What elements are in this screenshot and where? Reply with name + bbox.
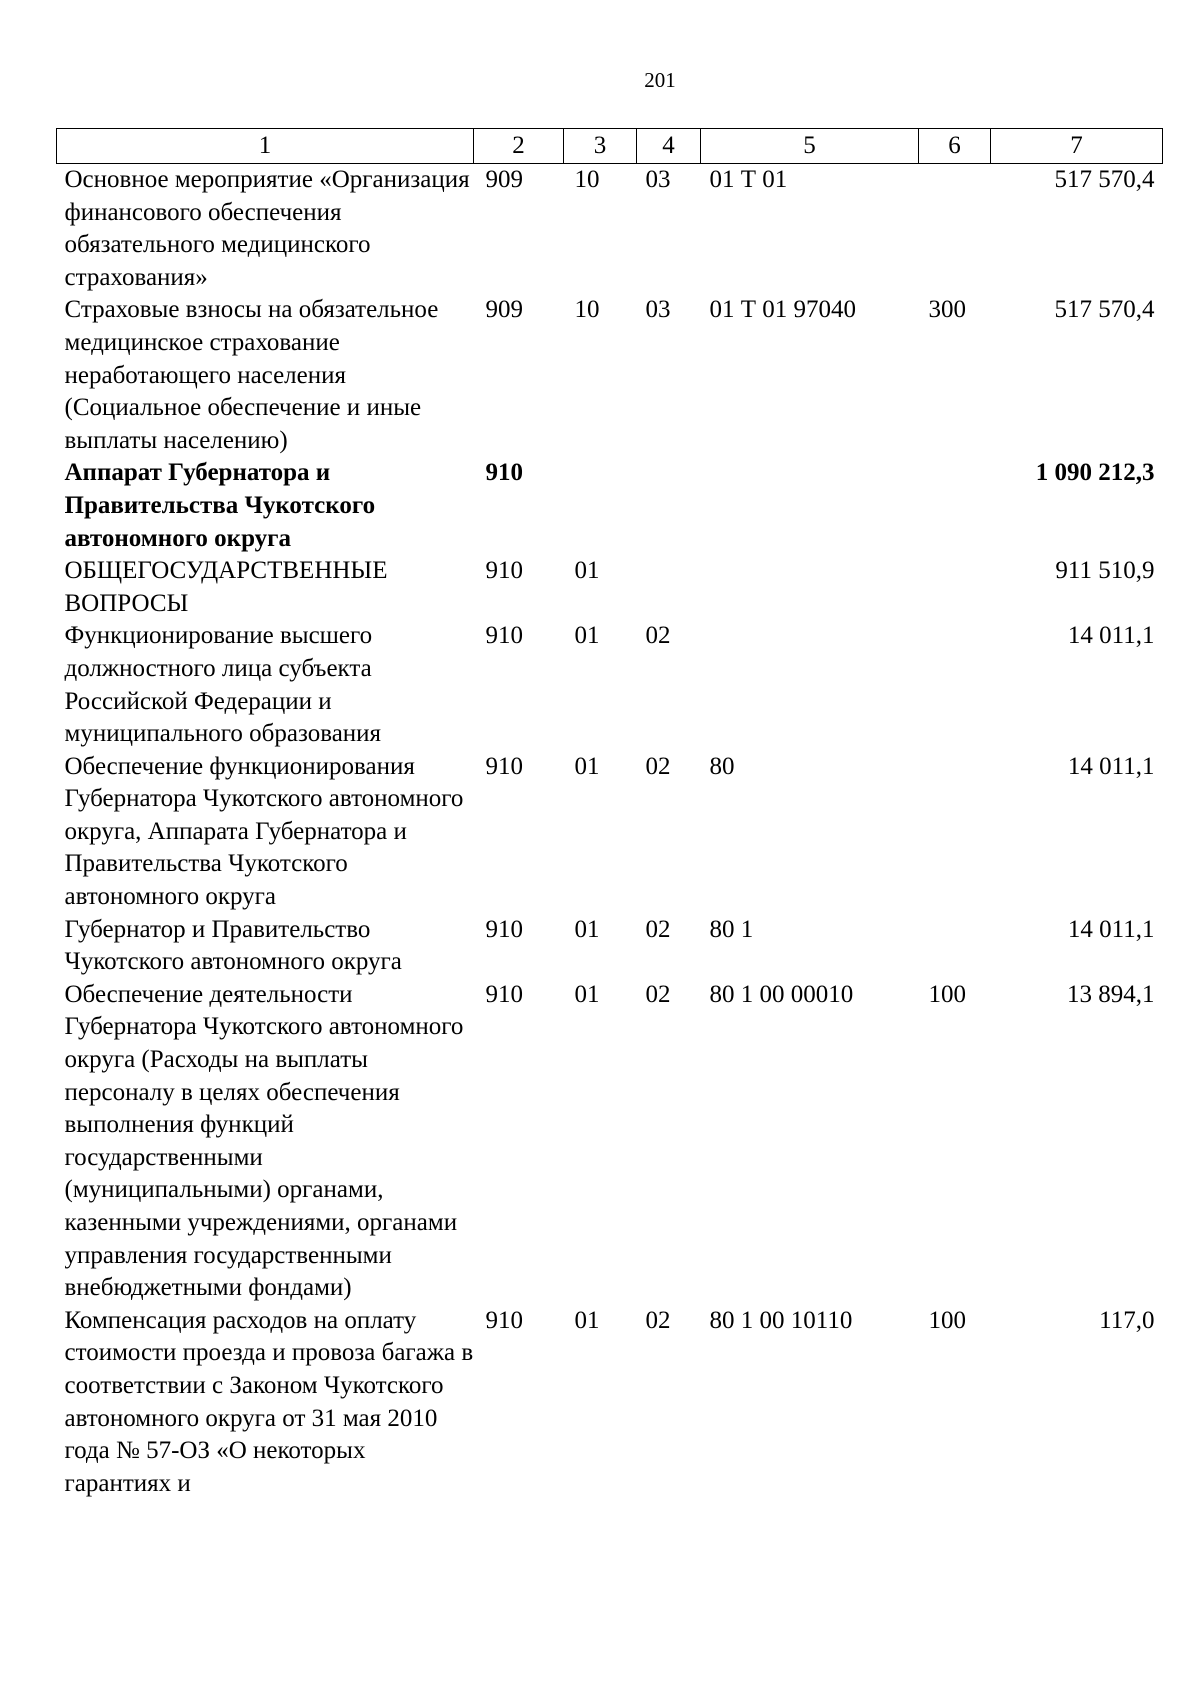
row-name: Страховые взносы на обязательное медицинское страхование неработающего населения (Социальное обеспечение и иные выплаты населению) (64, 296, 439, 454)
expense-type-code (919, 555, 991, 620)
subsection-code: 02 (645, 915, 671, 943)
column-header-2: 2 (474, 129, 564, 164)
section-code: 10 (574, 166, 600, 193)
section-code: 01 (574, 1306, 600, 1334)
row-name: Аппарат Губернатора и Правительства Чукотского автономного округа (64, 459, 376, 552)
table-row (57, 1305, 1163, 1501)
target-item-code: 80 1 (709, 915, 754, 943)
section-code: 10 (574, 296, 600, 324)
ministry-code: 910 (485, 1306, 523, 1334)
subsection-code (637, 457, 701, 555)
expense-type-code: 100 (928, 1306, 966, 1334)
target-item-code: 80 (709, 752, 735, 780)
section-code: 01 (574, 622, 600, 650)
page-number: 201 (644, 68, 676, 92)
amount: 13 894,1 (1067, 980, 1155, 1008)
amount: 911 510,9 (1055, 557, 1155, 585)
amount: 517 570,4 (1054, 166, 1155, 193)
amount: 14 011,1 (1067, 752, 1155, 780)
ministry-code: 910 (485, 622, 523, 650)
table-row (57, 555, 1163, 620)
table-row (57, 457, 1163, 555)
expense-type-code (919, 164, 991, 295)
subsection-code: 03 (645, 296, 671, 324)
target-item-code: 01 Т 01 (709, 166, 788, 193)
column-header-1: 1 (57, 129, 474, 164)
table-row (57, 751, 1163, 914)
column-header-6: 6 (919, 129, 991, 164)
section-code: 01 (574, 752, 600, 780)
table-row (57, 914, 1163, 979)
section-code (564, 457, 637, 555)
column-header-5: 5 (701, 129, 919, 164)
subsection-code (637, 555, 701, 620)
expense-type-code: 300 (928, 296, 966, 324)
row-name: Функционирование высшего должностного лица субъекта Российской Федерации и муниципального образования (64, 622, 382, 748)
row-name: Основное мероприятие «Организация финансового обеспечения обязательного медицинского страхования» (64, 166, 470, 291)
ministry-code: 910 (485, 915, 523, 943)
subsection-code: 03 (645, 166, 671, 193)
row-name: Губернатор и Правительство Чукотского автономного округа (64, 915, 402, 976)
expense-type-code (919, 914, 991, 979)
subsection-code: 02 (645, 622, 671, 650)
table-row (57, 294, 1163, 457)
target-item-code (701, 620, 919, 750)
ministry-code: 909 (485, 296, 523, 324)
ministry-code: 909 (485, 166, 523, 193)
section-code: 01 (574, 557, 600, 585)
amount: 14 011,1 (1067, 915, 1155, 943)
row-name: Компенсация расходов на оплату стоимости проезда и провоза багажа в соответствии с Законом Чукотского автономного округа от 31 мая 2010 года № 57-ОЗ «О некоторых гарантиях и (64, 1306, 474, 1497)
amount: 14 011,1 (1067, 622, 1155, 650)
table-row (57, 979, 1163, 1305)
target-item-code: 80 1 00 10110 (709, 1306, 853, 1334)
target-item-code: 01 Т 01 97040 (709, 296, 857, 324)
expense-type-code (919, 751, 991, 914)
column-header-3: 3 (564, 129, 637, 164)
target-item-code (701, 555, 919, 620)
expense-type-code (919, 620, 991, 750)
subsection-code: 02 (645, 1306, 671, 1334)
table-body (57, 164, 1163, 1501)
ministry-code: 910 (485, 752, 523, 780)
amount: 117,0 (1099, 1306, 1155, 1334)
amount: 517 570,4 (1054, 296, 1155, 324)
target-item-code: 80 1 00 00010 (709, 980, 854, 1008)
section-code: 01 (574, 980, 600, 1008)
amount: 1 090 212,3 (1035, 459, 1155, 487)
expense-type-code (919, 457, 991, 555)
table-row (57, 620, 1163, 750)
table-header (57, 129, 1163, 164)
expense-type-code: 100 (928, 980, 966, 1008)
column-header-7: 7 (991, 129, 1163, 164)
row-name: Обеспечение функционирования Губернатора Чукотского автономного округа, Аппарата Губернатора и Правительства Чукотского автономного округа (64, 752, 464, 911)
subsection-code: 02 (645, 980, 671, 1008)
row-name: ОБЩЕГОСУДАРСТВЕННЫЕ ВОПРОСЫ (64, 557, 388, 617)
ministry-code: 910 (485, 980, 523, 1008)
subsection-code: 02 (645, 752, 671, 780)
ministry-code: 910 (485, 557, 523, 585)
target-item-code (701, 457, 919, 555)
section-code: 01 (574, 915, 600, 943)
table-row (57, 164, 1163, 295)
row-name: Обеспечение деятельности Губернатора Чукотского автономного округа (Расходы на выплаты персоналу в целях обеспечения выполнения функций государственными (муниципальными) органами, казенными учреждениями, органами управления государственными внебюджетными фондами) (64, 980, 464, 1302)
budget-table (56, 128, 1163, 1500)
ministry-code: 910 (485, 459, 523, 487)
column-header-4: 4 (637, 129, 701, 164)
